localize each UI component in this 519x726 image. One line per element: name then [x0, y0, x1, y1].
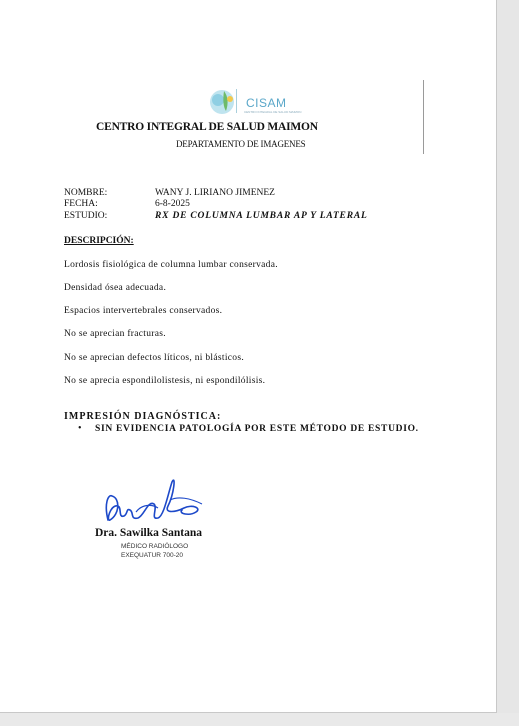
description-title: DESCRIPCIÓN:	[64, 236, 134, 246]
date-label: FECHA:	[64, 199, 98, 209]
signature-exequatur: EXEQUATUR 700-20	[121, 552, 184, 559]
study-label: ESTUDIO:	[64, 211, 108, 221]
center-name: CENTRO INTEGRAL DE SALUD MAIMON	[96, 121, 318, 133]
finding-item: Espacios intervertebrales conservados.	[64, 306, 223, 316]
finding-item: Lordosis fisiológica de columna lumbar conservada.	[64, 260, 278, 270]
impression-item: SIN EVIDENCIA PATOLOGÍA POR ESTE MÉTODO DE ESTUDIO.	[95, 424, 419, 434]
horizontal-scrollbar[interactable]	[0, 713, 519, 726]
handwritten-signature	[98, 474, 213, 528]
finding-item: Densidad ósea adecuada.	[64, 283, 167, 293]
bullet-icon: •	[78, 423, 82, 434]
finding-item: No se aprecian fracturas.	[64, 329, 166, 339]
department-name: DEPARTAMENTO DE IMAGENES	[176, 139, 306, 149]
study-value: RX DE COLUMNA LUMBAR AP Y LATERAL	[155, 211, 368, 221]
signature-name: Dra. Sawilka Santana	[95, 527, 203, 539]
logo-wordmark: CISAM	[246, 96, 287, 110]
name-value: WANY J. LIRIANO JIMENEZ	[155, 188, 275, 198]
finding-item: No se aprecian defectos líticos, ni blásticos.	[64, 353, 244, 363]
date-value: 6-8-2025	[155, 199, 190, 209]
impression-title: IMPRESIÓN DIAGNÓSTICA:	[64, 411, 222, 422]
logo-subtext: CENTRO INTEGRAL DE SALUD MAIMON	[244, 110, 302, 114]
signature-role: MÉDICO RADIÓLOGO	[121, 543, 189, 550]
margin-line	[423, 80, 424, 154]
name-label: NOMBRE:	[64, 188, 108, 198]
finding-item: No se aprecia espondilolistesis, ni espondilólisis.	[64, 376, 266, 386]
